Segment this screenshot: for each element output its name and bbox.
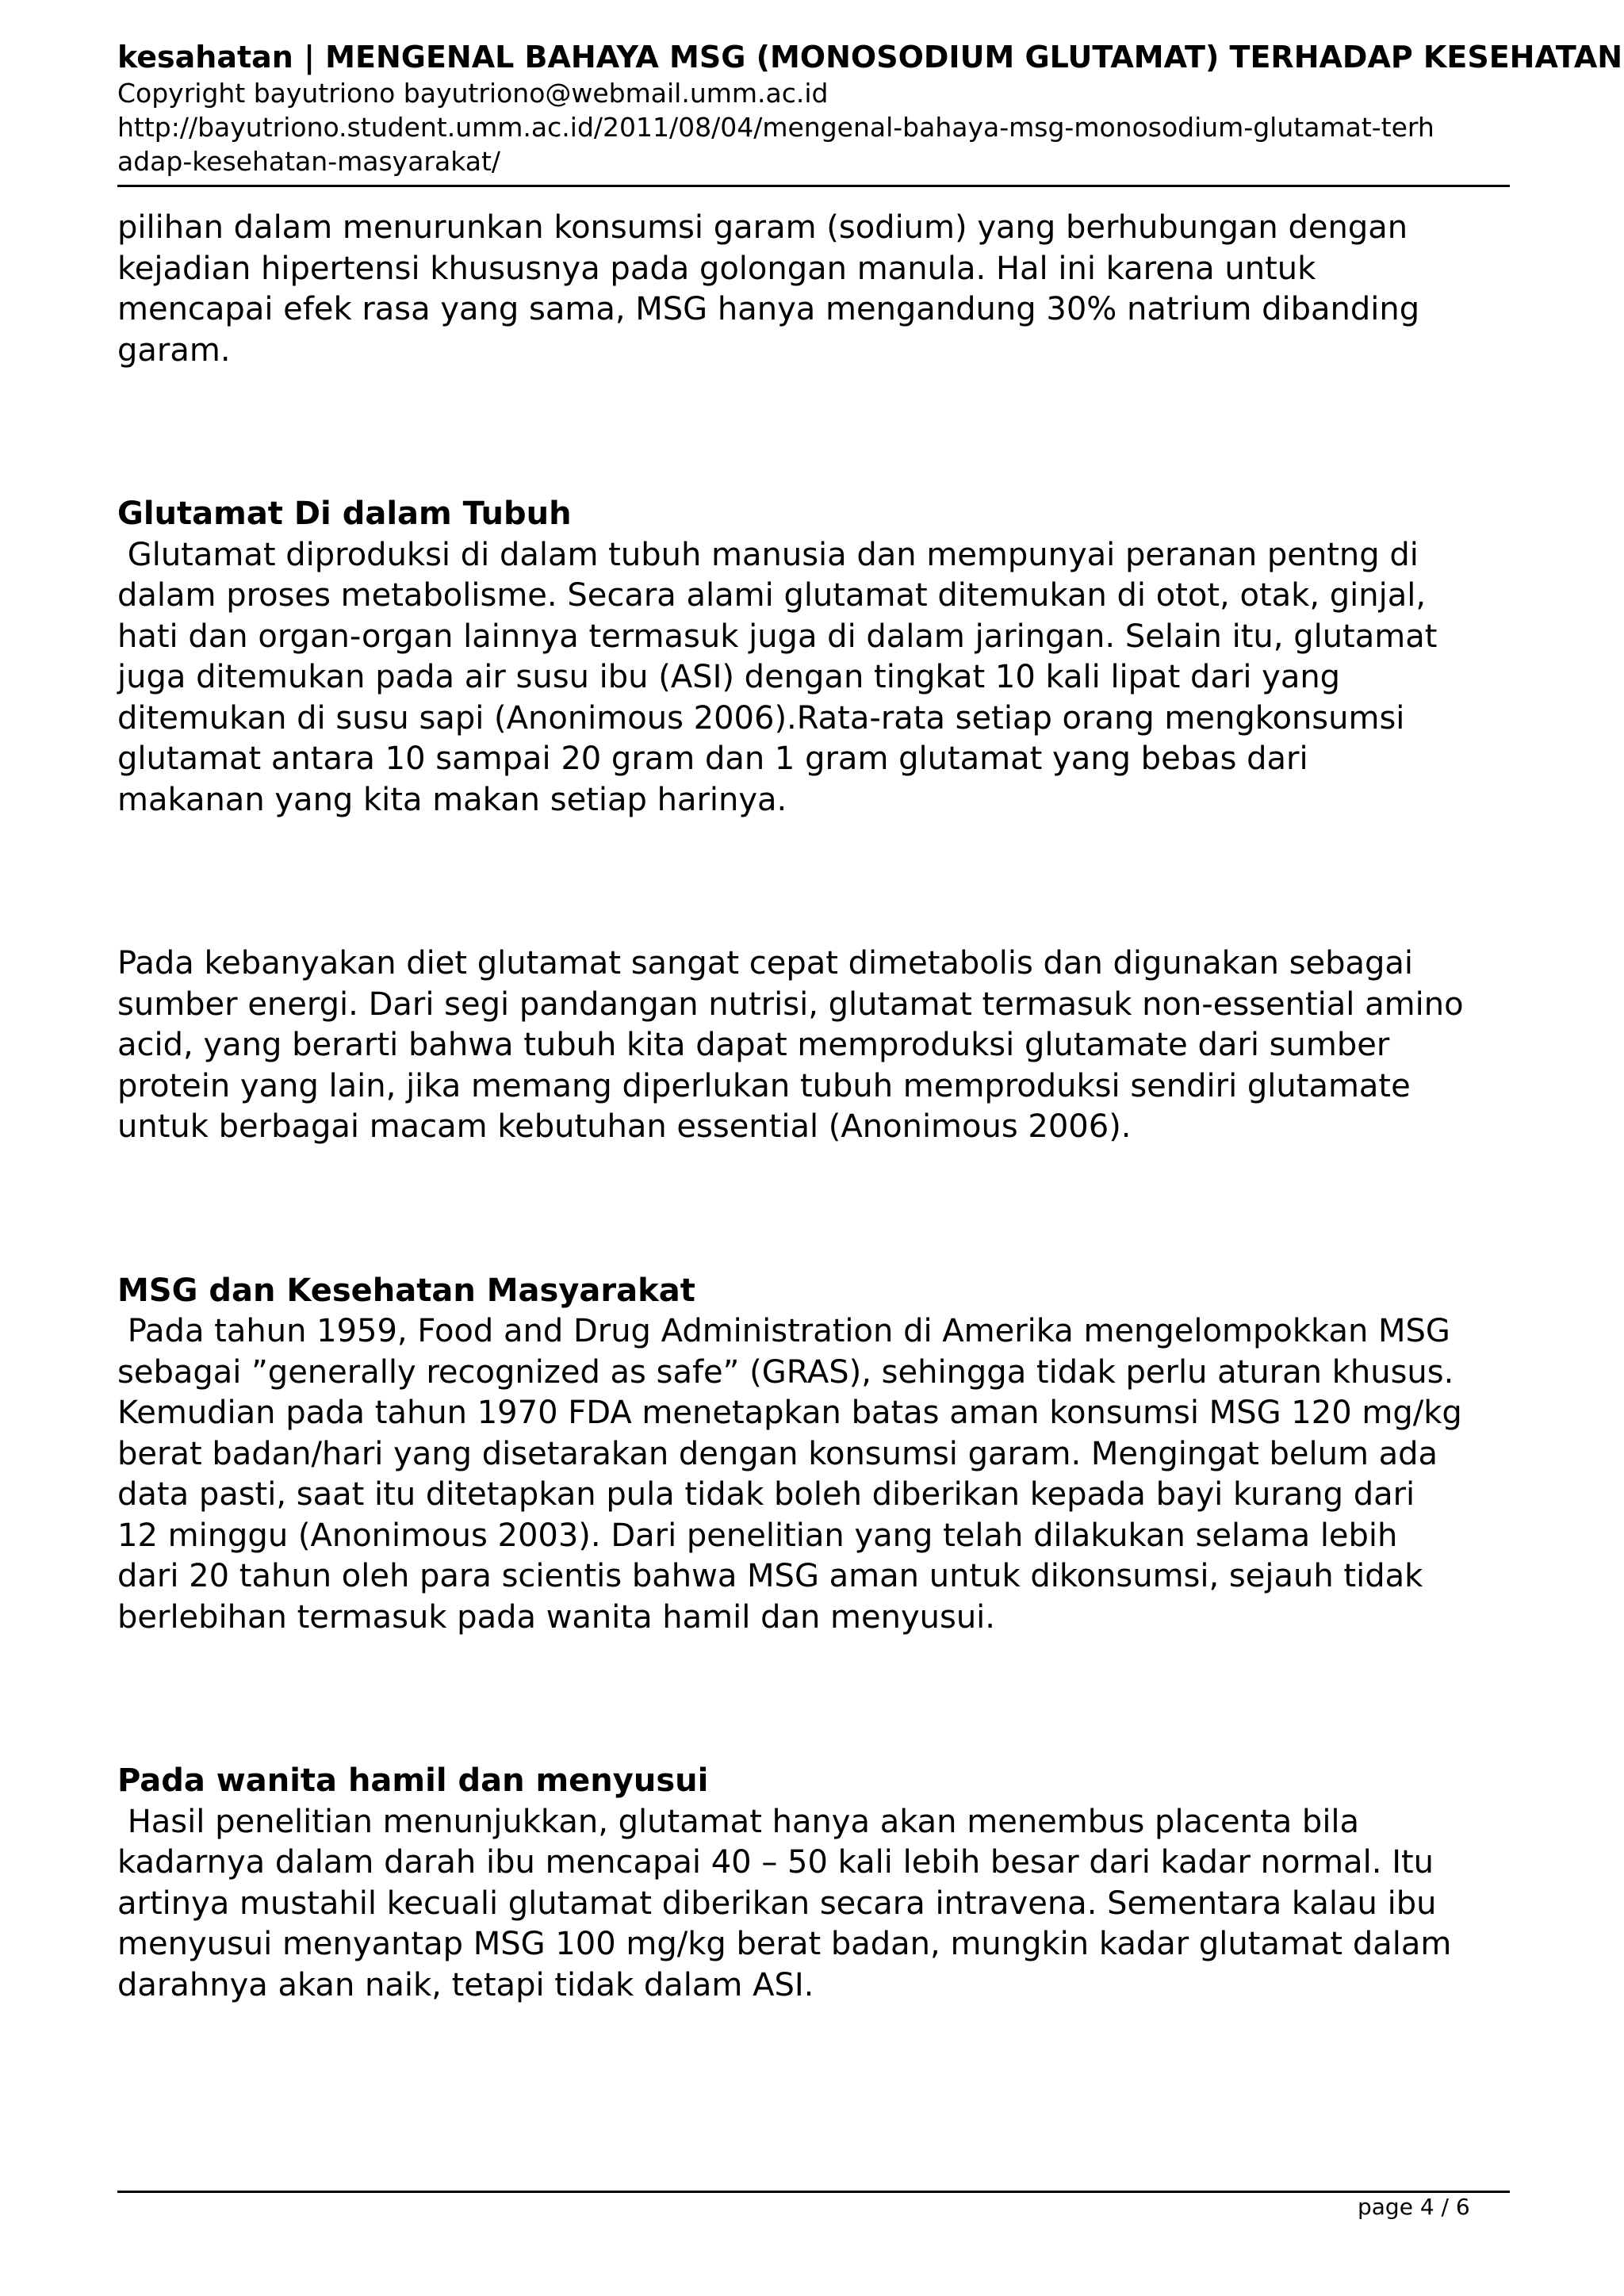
header-url-line-1: http://bayutriono.student.umm.ac.id/2011/08/04/mengenal-bahaya-msg-monosodium-glutamat-terh bbox=[117, 112, 1434, 143]
paragraph-line: Kemudian pada tahun 1970 FDA menetapkan batas aman konsumsi MSG 120 mg/kg bbox=[117, 1395, 1462, 1431]
paragraph-line: dari 20 tahun oleh para scientis bahwa MSG aman untuk dikonsumsi, sejauh tidak bbox=[117, 1558, 1423, 1594]
paragraph-line: makanan yang kita makan setiap harinya. bbox=[117, 781, 787, 818]
paragraph-line: artinya mustahil kecuali glutamat diberikan secara intravena. Sementara kalau ibu bbox=[117, 1885, 1437, 1922]
section2-paragraph-1 bbox=[117, 1311, 1545, 1638]
header-url-line-2: adap-kesehatan-masyarakat/ bbox=[117, 146, 501, 177]
paragraph-line: glutamat antara 10 sampai 20 gram dan 1 gram glutamat yang bebas dari bbox=[117, 740, 1308, 777]
header-copyright: Copyright bayutriono bayutriono@webmail.umm.ac.id bbox=[117, 78, 829, 109]
paragraph-line: darahnya akan naik, tetapi tidak dalam ASI. bbox=[117, 1966, 814, 2003]
header-divider bbox=[117, 185, 1510, 187]
paragraph-line: sumber energi. Dari segi pandangan nutrisi, glutamat termasuk non-essential amino bbox=[117, 985, 1464, 1023]
section3-paragraph-1 bbox=[117, 1802, 1545, 2007]
paragraph-line: dalam proses metabolisme. Secara alami glutamat ditemukan di otot, otak, ginjal, bbox=[117, 577, 1427, 614]
paragraph-line: hati dan organ-organ lainnya termasuk juga di dalam jaringan. Selain itu, glutamat bbox=[117, 618, 1438, 655]
section-heading-wanita-hamil: Pada wanita hamil dan menyusui bbox=[117, 1762, 709, 1799]
paragraph-line: ditemukan di susu sapi (Anonimous 2006).Rata-rata setiap orang mengkonsumsi bbox=[117, 699, 1405, 737]
paragraph-line: mencapai efek rasa yang sama, MSG hanya mengandung 30% natrium dibanding bbox=[117, 291, 1420, 327]
section-heading-glutamat-tubuh: Glutamat Di dalam Tubuh bbox=[117, 496, 572, 532]
paragraph-line: acid, yang berarti bahwa tubuh kita dapat memproduksi glutamate dari sumber bbox=[117, 1027, 1390, 1063]
paragraph-line: kadarnya dalam darah ibu mencapai 40 – 50 kali lebih besar dari kadar normal. Itu bbox=[117, 1844, 1434, 1881]
paragraph-line: sebagai ”generally recognized as safe” (GRAS), sehingga tidak perlu aturan khusus. bbox=[117, 1353, 1454, 1391]
paragraph-line: 12 minggu (Anonimous 2003). Dari penelitian yang telah dilakukan selama lebih bbox=[117, 1517, 1398, 1554]
paragraph-line: Pada tahun 1959, Food and Drug Administration di Amerika mengelompokkan MSG bbox=[117, 1313, 1450, 1349]
paragraph-line: data pasti, saat itu ditetapkan pula tidak boleh diberikan kepada bayi kurang dari bbox=[117, 1476, 1415, 1513]
paragraph-line: Glutamat diproduksi di dalam tubuh manusia dan mempunyai peranan pentng di bbox=[117, 536, 1419, 573]
article-body bbox=[117, 208, 1545, 2006]
paragraph-line: protein yang lain, jika memang diperlukan tubuh memproduksi sendiri glutamate bbox=[117, 1067, 1411, 1104]
paragraph-line: untuk berbagai macam kebutuhan essential (Anonimous 2006). bbox=[117, 1108, 1132, 1145]
paragraph-line: kejadian hipertensi khususnya pada golongan manula. Hal ini karena untuk bbox=[117, 250, 1316, 287]
paragraph-line: berlebihan termasuk pada wanita hamil dan menyusui. bbox=[117, 1598, 996, 1636]
paragraph-line: garam. bbox=[117, 331, 231, 369]
section1-paragraph-1 bbox=[117, 535, 1545, 821]
page-header bbox=[117, 38, 1624, 178]
header-title: kesahatan | MENGENAL BAHAYA MSG (MONOSODIUM GLUTAMAT) TERHADAP KESEHATAN bbox=[117, 40, 1623, 75]
paragraph-line: menyusui menyantap MSG 100 mg/kg berat badan, mungkin kadar glutamat dalam bbox=[117, 1926, 1452, 1962]
paragraph-line: juga ditemukan pada air susu ibu (ASI) dengan tingkat 10 kali lipat dari yang bbox=[117, 659, 1341, 695]
paragraph-line: Pada kebanyakan diet glutamat sangat cepat dimetabolis dan digunakan sebagai bbox=[117, 945, 1414, 982]
section1-paragraph-2 bbox=[117, 943, 1545, 1148]
footer-divider bbox=[117, 2191, 1510, 2193]
intro-paragraph bbox=[117, 208, 1545, 371]
page-number: page 4 / 6 bbox=[1358, 2194, 1470, 2220]
paragraph-line: berat badan/hari yang disetarakan dengan konsumsi garam. Mengingat belum ada bbox=[117, 1435, 1438, 1472]
section-heading-msg-kesehatan: MSG dan Kesehatan Masyarakat bbox=[117, 1272, 695, 1309]
paragraph-line: Hasil penelitian menunjukkan, glutamat hanya akan menembus placenta bila bbox=[117, 1803, 1360, 1840]
paragraph-line: pilihan dalam menurunkan konsumsi garam (sodium) yang berhubungan dengan bbox=[117, 209, 1408, 246]
